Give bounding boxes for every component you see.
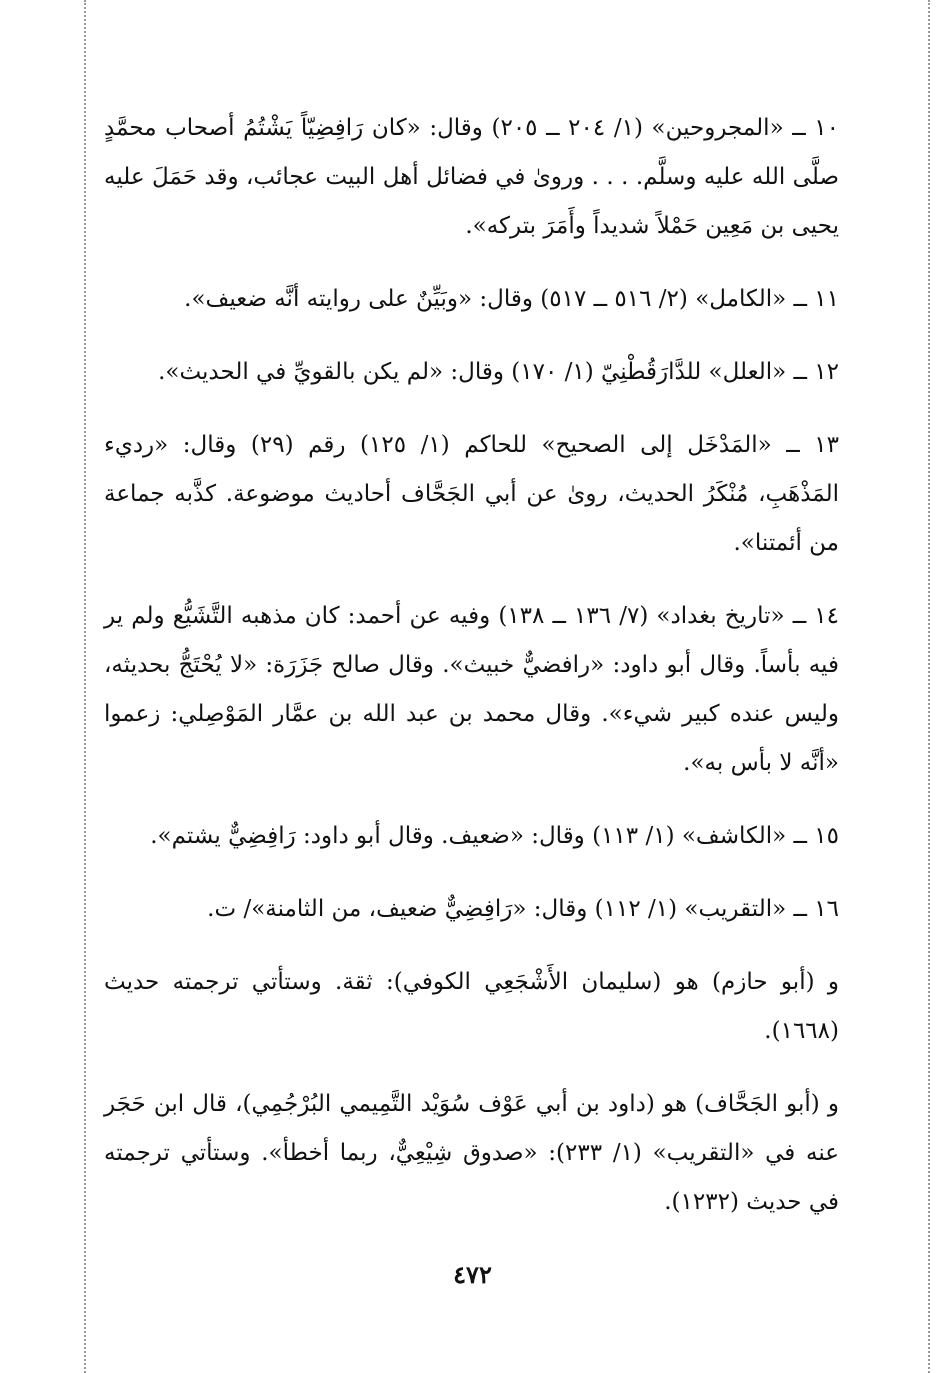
- paragraph-11: ١١ ــ «الكامل» (٢/ ٥١٦ ــ ٥١٧) وقال: «وبَيِّنٌ على روايته أنَّه ضعيف».: [184, 286, 839, 312]
- paragraph-14: ١٤ ــ «تاريخ بغداد» (٧/ ١٣٦ ــ ١٣٨) وفيه عن أحمد: كان مذهبه التَّشَيُّع ولم ير فيه بأساً. وقال أبو داود: «رافضيٌّ خبيث». وقال صالح جَزَرَة: «لا يُحْتَجُّ بحديثه، وليس عنده كبير شيء». وقال محمد بن عبد الله بن عمَّار المَوْصِلي: زعموا «أنَّه لا بأس به».: [104, 603, 840, 776]
- paragraph-12: ١٢ ــ «العلل» للدَّارَقُطْنِيّ (١/ ١٧٠) وقال: «لم يكن بالقويِّ في الحديث».: [158, 359, 839, 385]
- note-abu-hazim: و (أبو حازم) هو (سليمان الأَشْجَعِي الكوفي): ثقة. وستأتي ترجمته حديث (١٦٦٨).: [104, 969, 839, 1044]
- page-number: ٤٧٢: [453, 1260, 492, 1289]
- paragraph-13: ١٣ ــ «المَدْخَل إلى الصحيح» للحاكم (١/ ١٢٥) رقم (٢٩) وقال: «رديء المَذْهَبِ، مُنْكَرُ الحديث، روىٰ عن أبي الجَحَّاف أحاديث موضوعة. كذَّبه جماعة من أئمتنا».: [104, 432, 839, 556]
- paragraph-10: ١٠ ــ «المجروحين» (١/ ٢٠٤ ــ ٢٠٥) وقال: «كان رَافِضِيّاً يَشْتُمُ أصحاب محمَّدٍ صلَّى الله عليه وسلَّم. . . . وروىٰ في فضائل أهل البيت عجائب، وقد حَمَلَ عليه يحيى بن مَعِين حَمْلاً شديداً وأَمَرَ بتركه».: [104, 115, 839, 239]
- page-edge-right: [928, 0, 930, 1373]
- paragraph-15: ١٥ ــ «الكاشف» (١/ ١١٣) وقال: «ضعيف. وقال أبو داود: رَافِضِيٌّ يشتم».: [150, 823, 839, 849]
- page-edge-left: [84, 0, 86, 1373]
- note-abu-al-jahhaf: و (أبو الجَحَّاف) هو (داود بن أبي عَوْف سُوَيْد التَّمِيمي البُرْجُمِي)، قال ابن حَجَر عنه في «التقريب» (١/ ٢٣٣): «صدوق شِيْعِيٌّ، ربما أخطأ». وستأتي ترجمته في حديث (١٢٣٢).: [104, 1091, 840, 1215]
- paragraph-16: ١٦ ــ «التقريب» (١/ ١١٢) وقال: «رَافِضِيٌّ ضعيف، من الثامنة»/ ت.: [207, 896, 839, 922]
- page-body: [104, 104, 839, 1251]
